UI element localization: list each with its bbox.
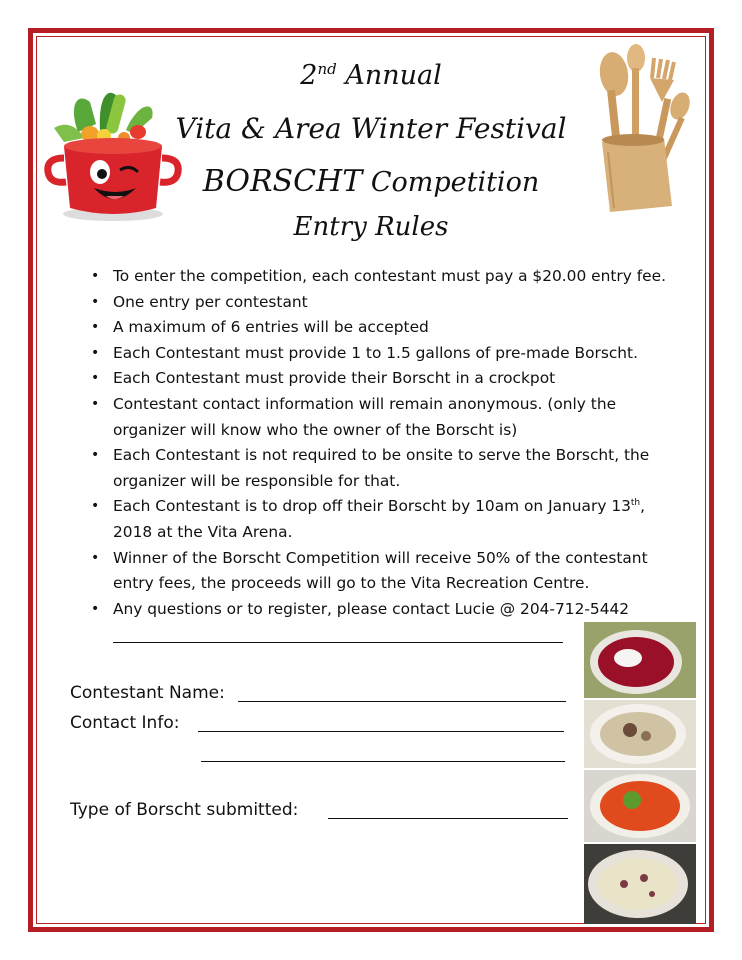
rule-item <box>91 494 691 545</box>
rule-text: A maximum of 6 entries will be accepted <box>113 318 429 337</box>
rule-text: Each Contestant must provide their Borscht in a crockpot <box>113 369 556 388</box>
rule-item <box>91 392 691 443</box>
borscht-soup-photos-icon <box>584 622 696 924</box>
rule-item <box>91 315 691 341</box>
rule-item <box>91 264 691 290</box>
contact-info-field-second[interactable] <box>201 761 565 762</box>
title-edition <box>0 60 742 91</box>
rule-text: , <box>640 497 646 516</box>
rule-text: Winner of the Borscht Competition will receive 50% of the contestant <box>113 548 648 567</box>
rule-item <box>91 341 691 367</box>
borscht-type-label: Type of Borscht submitted: <box>70 800 299 820</box>
rule-text: organizer will know who the owner of the Borscht is) <box>113 420 518 439</box>
rule-text: Each Contestant must provide 1 to 1.5 gallons of pre-made Borscht. <box>113 343 638 362</box>
borscht-type-field[interactable] <box>328 818 568 819</box>
cooking-pot-mascot-icon <box>38 84 188 224</box>
title-festival: Vita & Area Winter Festival <box>175 112 567 145</box>
rule-text: Each Contestant is to drop off their Borscht by 10am on January 13 <box>113 497 631 516</box>
rule-item <box>91 443 691 494</box>
rule-item <box>91 366 691 392</box>
rule-item <box>91 546 691 597</box>
contestant-name-field[interactable] <box>238 701 566 702</box>
title-competition-caps: BORSCHT <box>202 164 363 199</box>
rule-item <box>91 290 691 316</box>
contact-info-label: Contact Info: <box>70 713 180 733</box>
title-competition <box>0 164 742 199</box>
rule-text: Contestant contact information will remain anonymous. (only the <box>113 394 617 413</box>
rule-date-suffix: th <box>630 498 641 509</box>
rule-item <box>91 597 691 623</box>
rule-text: entry fees, the proceeds will go to the Vita Recreation Centre. <box>113 574 590 593</box>
separator-line <box>113 642 563 643</box>
rule-text: To enter the competition, each contestant must pay a $20.00 entry fee. <box>113 267 666 285</box>
title-edition-suffix: nd <box>317 60 337 78</box>
rule-text: Any questions or to register, please contact Lucie @ 204-712-5442 <box>113 599 630 618</box>
title-edition-rest: Annual <box>336 60 442 91</box>
rule-text: Each Contestant is not required to be onsite to serve the Borscht, the <box>113 446 650 465</box>
title-competition-rest: Competition <box>362 167 540 198</box>
rule-text: One entry per contestant <box>113 292 308 311</box>
title-edition-number: 2 <box>300 60 318 91</box>
title-entry-rules: Entry Rules <box>293 212 449 242</box>
rule-text: organizer will be responsible for that. <box>113 471 401 490</box>
contestant-name-label: Contestant Name: <box>70 683 225 703</box>
contact-info-field[interactable] <box>198 731 564 732</box>
rules-list <box>91 264 691 622</box>
rule-text: 2018 at the Vita Arena. <box>113 522 293 541</box>
